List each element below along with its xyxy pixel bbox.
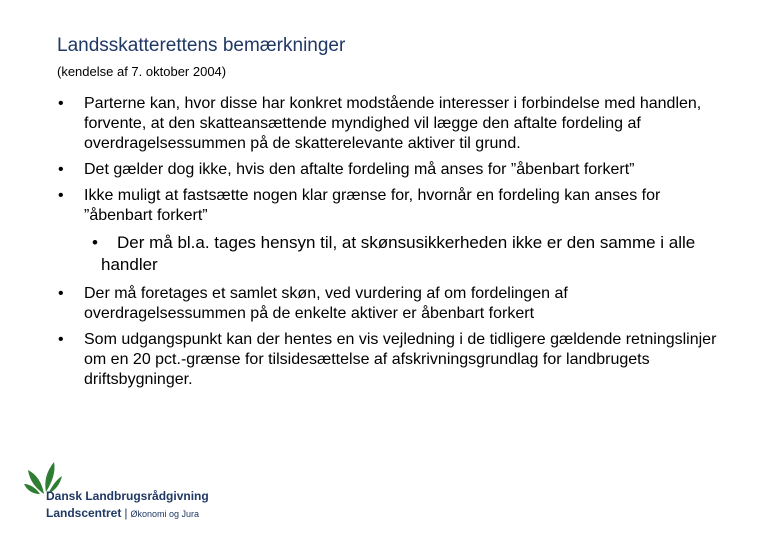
- bullet-text: Ikke muligt at fastsætte nogen klar grænse for, hvornår en fordeling kan anses for ”åbenbart forkert”: [84, 187, 661, 224]
- bullet-item: [0, 94, 780, 154]
- bullet-item: [0, 186, 780, 226]
- bullet-item: [0, 160, 780, 180]
- bullet-text: Som udgangspunkt kan der hentes en vis vejledning i de tidligere gældende retningslinjer om en 20 pct.-grænse for tilsidesættelse af afskrivningsgrundlag for landbrugets driftsbygninger.: [84, 331, 717, 388]
- sub-bullet-text: Der må bl.a. tages hensyn til, at skønsusikkerheden ikke er den samme i alle handler: [101, 233, 696, 274]
- sub-bullet-marker: •: [92, 233, 98, 252]
- org-sub-line: [46, 506, 199, 520]
- bullet-text: Det gælder dog ikke, hvis den aftalte fordeling må anses for ”åbenbart forkert”: [84, 161, 635, 178]
- bullet-text: Parterne kan, hvor disse har konkret modstående interesser i forbindelse med handlen, forvente, at den skatteansættende myndighed vil lægge den aftalte fordeling af overdragelsessummen på de skatterelevante aktiver til grund.: [84, 95, 702, 152]
- department: Økonomi og Jura: [130, 509, 200, 519]
- bullet-marker: •: [58, 331, 64, 348]
- org-sub: Landscentret: [46, 506, 122, 520]
- bullet-marker: •: [58, 187, 64, 204]
- org-name: Dansk Landbrugsrådgivning: [46, 489, 209, 503]
- bullet-text: Der må foretages et samlet skøn, ved vurdering af om fordelingen af overdragelsessummen på de enkelte aktiver er åbenbart forkert: [84, 285, 568, 322]
- separator: |: [124, 506, 128, 520]
- sub-bullet-item: [0, 232, 780, 276]
- bullet-item: [0, 330, 780, 390]
- slide-title: Landsskatterettens bemærkninger: [57, 35, 346, 56]
- bullet-marker: •: [58, 161, 64, 178]
- bullet-marker: •: [58, 95, 64, 112]
- bullet-marker: •: [58, 285, 64, 302]
- bullet-list: [0, 94, 780, 390]
- slide-subtitle: (kendelse af 7. oktober 2004): [57, 64, 227, 79]
- bullet-item: [0, 284, 780, 324]
